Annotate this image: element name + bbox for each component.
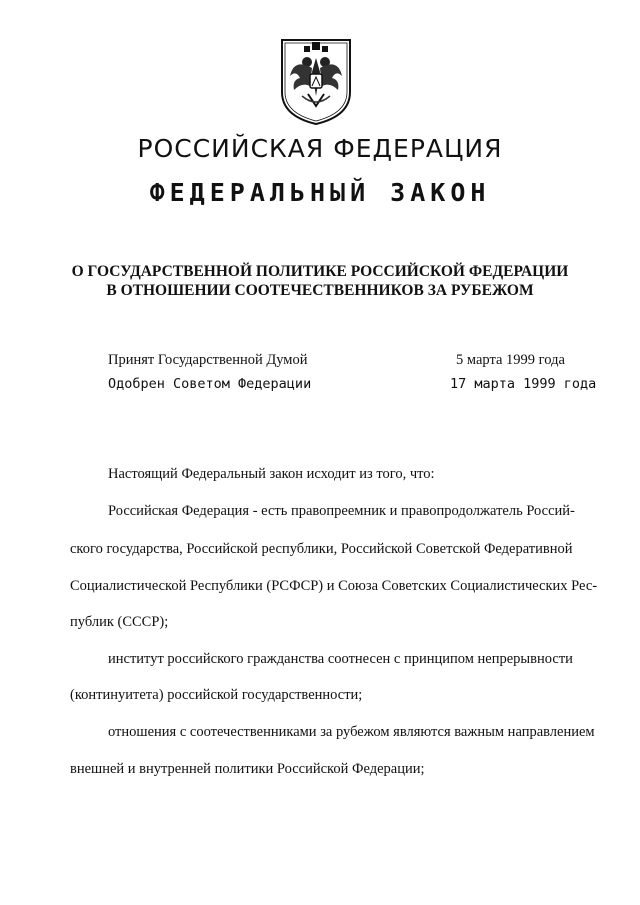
duma-adoption-date: 5 марта 1999 года (456, 352, 565, 368)
paragraph-3-line-1: отношения с соотечественниками за рубежом являются важным направлением (108, 724, 595, 740)
law-title-line-2: В ОТНОШЕНИИ СООТЕЧЕСТВЕННИКОВ ЗА РУБЕЖОМ (106, 282, 534, 299)
council-approval-label: Одобрен Советом Федерации (108, 376, 312, 392)
paragraph-1-line-3: Социалистической Республики (РСФСР) и Союза Советских Социалистических Рес- (70, 578, 598, 594)
paragraph-2-line-2: (континуитета) российской государственности; (70, 687, 363, 703)
paragraph-2-line-1: институт российского гражданства соотнесен с принципом непрерывности (108, 651, 573, 667)
paragraph-1-line-4: публик (СССР); (70, 614, 169, 630)
law-title (40, 262, 600, 300)
paragraph-1-line-2: ского государства, Российской республики, Российской Советской Федеративной (70, 541, 573, 557)
duma-adoption-label: Принят Государственной Думой (108, 352, 308, 368)
country-name-heading: РОССИЙСКАЯ ФЕДЕРАЦИЯ (137, 134, 503, 163)
russian-coat-of-arms-icon (274, 36, 358, 126)
paragraph-1-line-1: Российская Федерация - есть правопреемник и правопродолжатель Россий- (108, 503, 575, 519)
paragraph-3-line-2: внешней и внутренней политики Российской Федерации; (70, 761, 425, 777)
document-type-heading: ФЕДЕРАЛЬНЫЙ ЗАКОН (149, 178, 491, 207)
coat-of-arms-emblem (274, 36, 358, 126)
law-title-line-1: О ГОСУДАРСТВЕННОЙ ПОЛИТИКЕ РОССИЙСКОЙ ФЕДЕРАЦИИ (71, 263, 569, 280)
intro-paragraph: Настоящий Федеральный закон исходит из того, что: (108, 466, 435, 482)
council-approval-date: 17 марта 1999 года (450, 376, 597, 392)
